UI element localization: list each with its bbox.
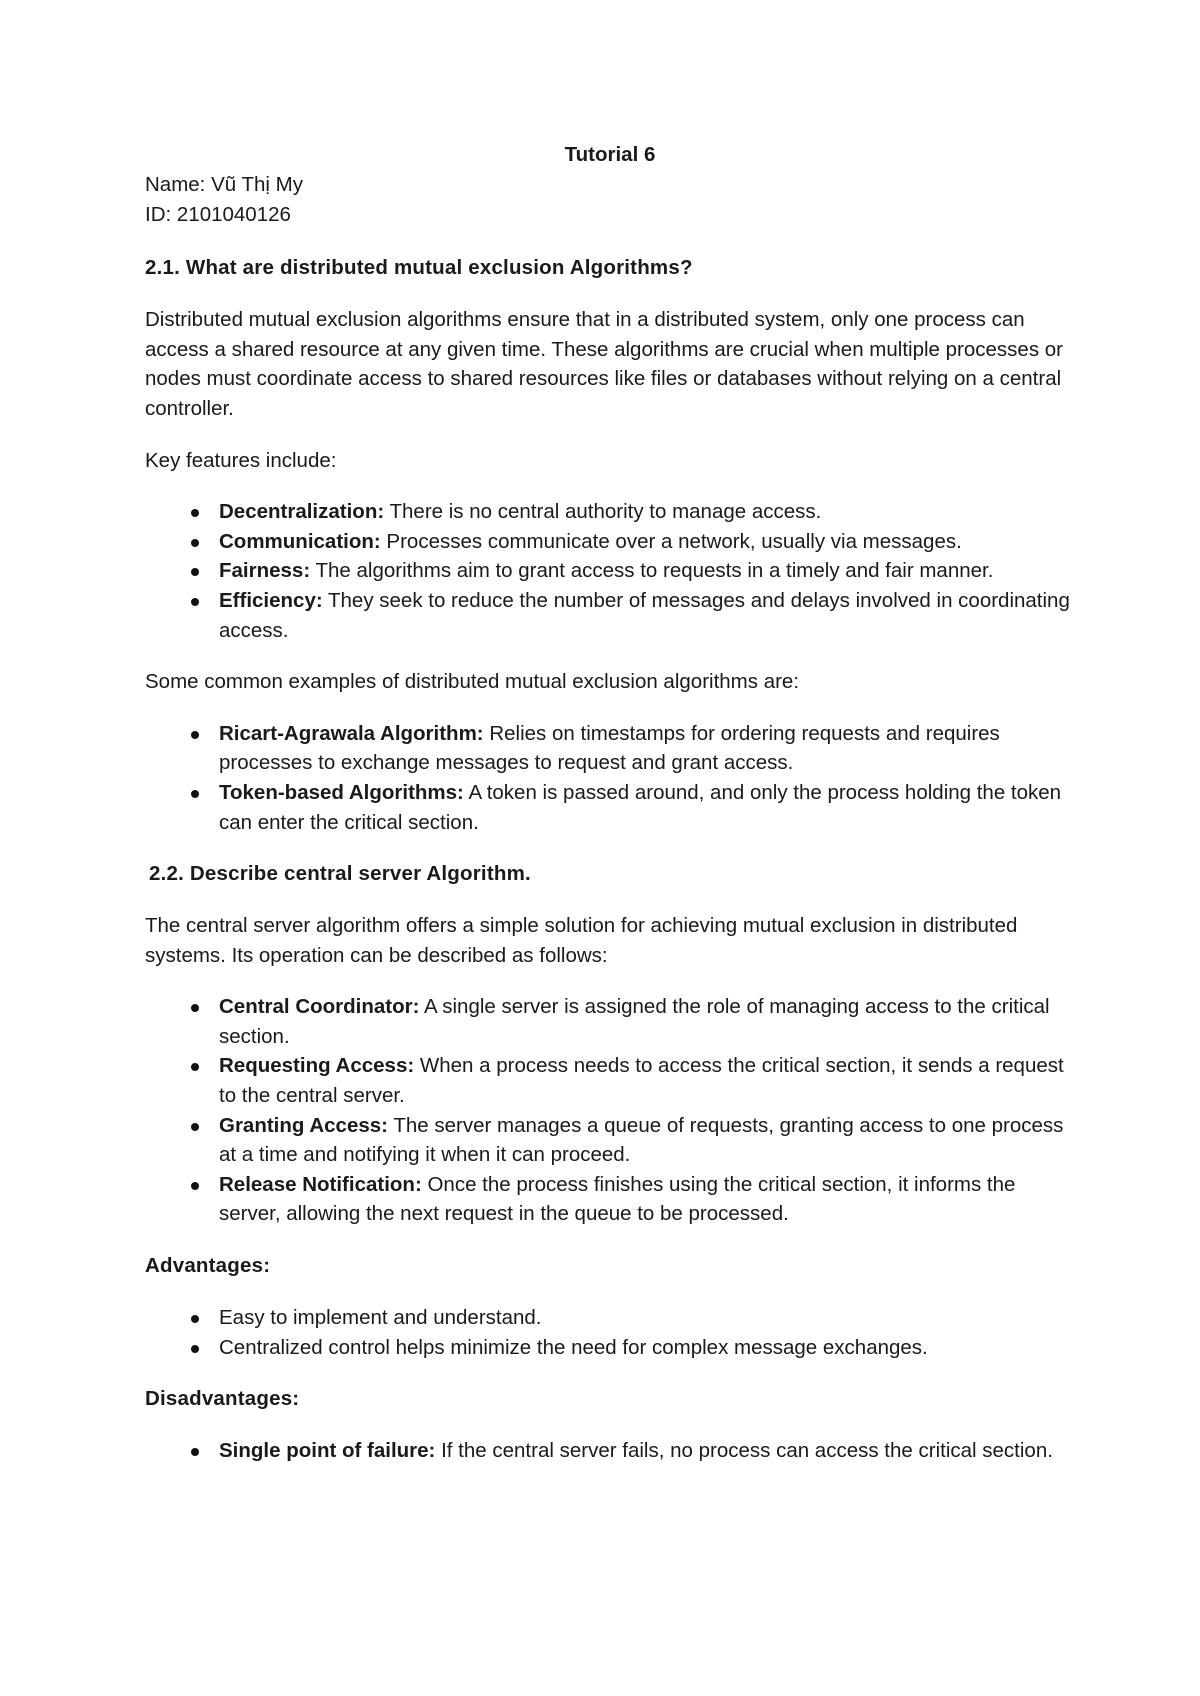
examples-list — [145, 719, 1075, 837]
features-list — [145, 497, 1075, 645]
steps-list — [145, 992, 1075, 1229]
section-1-intro: Distributed mutual exclusion algorithms ensure that in a distributed system, only one process can access a shared resource at any given time. These algorithms are crucial when multiple processes or nodes must coordinate access to shared resources like files or databases without relying on a central controller. — [145, 308, 1063, 420]
advantages-heading: Advantages: — [145, 1254, 271, 1278]
disadvantages-heading: Disadvantages: — [145, 1387, 300, 1411]
examples-lead: Some common examples of distributed mutual exclusion algorithms are: — [145, 670, 800, 694]
author-name: Name: Vũ Thị My — [145, 173, 303, 196]
section-heading-2-1: 2.1. What are distributed mutual exclusion Algorithms? — [145, 256, 693, 280]
student-id: ID: 2101040126 — [145, 202, 291, 226]
document-page — [145, 140, 1075, 1466]
advantages-list — [145, 1303, 1075, 1362]
list-item: Centralized control helps minimize the need for complex message exchanges. — [219, 1335, 928, 1359]
list-item: Release Notification: Once the process finishes using the critical section, it informs the server, allowing the next request in the queue to be processed. — [219, 1172, 1016, 1226]
list-item: Single point of failure: If the central server fails, no process can access the critical section. — [219, 1439, 1053, 1463]
features-lead: Key features include: — [145, 448, 337, 472]
list-item: Token-based Algorithms: A token is passed around, and only the process holding the token can enter the critical section. — [219, 780, 1062, 834]
list-item: Decentralization: There is no central authority to manage access. — [219, 500, 822, 524]
section-2-intro: The central server algorithm offers a simple solution for achieving mutual exclusion in distributed systems. Its operation can be described as follows: — [145, 914, 1018, 967]
list-item: Central Coordinator: A single server is assigned the role of managing access to the critical section. — [219, 995, 1050, 1048]
list-item: Easy to implement and understand. — [219, 1306, 542, 1330]
list-item: Ricart-Agrawala Algorithm: Relies on timestamps for ordering requests and requires processes to exchange messages to request and grant access. — [219, 721, 1000, 775]
list-item: Requesting Access: When a process needs to access the critical section, it sends a request to the central server. — [219, 1054, 1064, 1108]
list-item: Efficiency: They seek to reduce the number of messages and delays involved in coordinating access. — [219, 588, 1070, 642]
section-heading-2-2: 2.2. Describe central server Algorithm. — [149, 862, 531, 886]
list-item: Fairness: The algorithms aim to grant access to requests in a timely and fair manner. — [219, 559, 994, 583]
list-item: Communication: Processes communicate over a network, usually via messages. — [219, 529, 962, 553]
disadvantages-list — [145, 1436, 1075, 1466]
list-item: Granting Access: The server manages a queue of requests, granting access to one process at a time and notifying it when it can proceed. — [219, 1113, 1064, 1167]
document-title: Tutorial 6 — [564, 143, 656, 166]
